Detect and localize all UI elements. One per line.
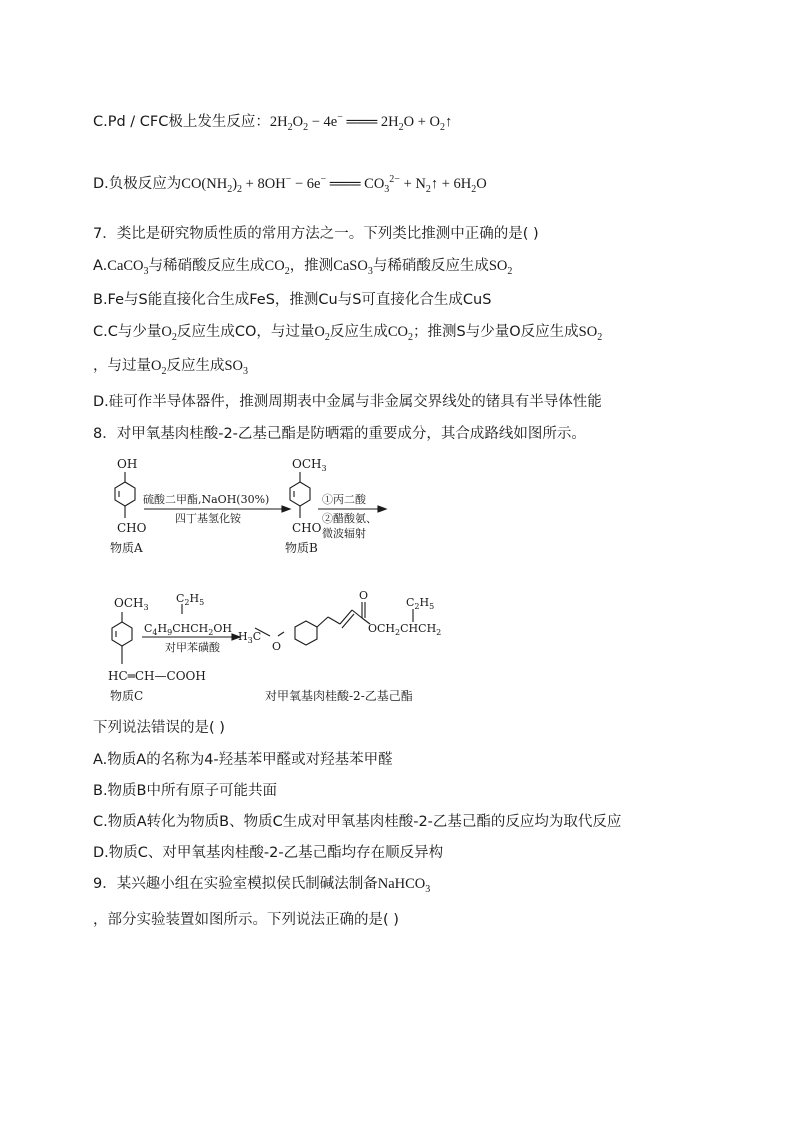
svg-text:O: O: [272, 640, 282, 653]
q7-option-c: C.C与少量$O_2$反应生成CO，与过量$O_2$反应生成$CO_2$；推测S与少量O反应生成$SO_2$: [93, 324, 603, 343]
q6-option-c: C.Pd / CFC极上发生反应：$2H_2O_2 - 4e^-$ ═══ $2H_2O$ + $O_2↑$: [93, 112, 453, 133]
svg-text:物质A: 物质A: [110, 541, 143, 555]
svg-text:OCH3: $OCH_3$: [114, 596, 149, 612]
q7-option-b: B.Fe与S能直接化合生成FeS，推测Cu与S可直接化合生成CuS: [93, 292, 492, 308]
svg-text:OCH3: $OCH_3$: [292, 457, 327, 473]
svg-text:②醋酸氨、: ②醋酸氨、: [322, 512, 377, 525]
svg-text:对甲苯磺酸: 对甲苯磺酸: [165, 641, 220, 654]
svg-text:四丁基氢化铵: 四丁基氢化铵: [175, 512, 241, 525]
q6-option-d-equation: $CO(NH_2)_2 + 8OH^- - 6e^-$ ═══ $CO_3^{2-}$ + $N_2↑ + 6H_2O$: [181, 174, 487, 195]
q8-prompt: 下列说法错误的是( ): [93, 720, 225, 736]
svg-text:对甲氧基肉桂酸-2-乙基己酯: 对甲氧基肉桂酸-2-乙基己酯: [265, 689, 413, 703]
q9-stem-cont: ，部分实验装置如图所示。下列说法正确的是( ): [93, 912, 399, 928]
svg-text:CHO: CHO: [117, 521, 147, 535]
q8-stem: 8．对甲氧基肉桂酸-2-乙基己酯是防晒霜的重要成分，其合成路线如图所示。: [93, 426, 586, 442]
q7-option-c-cont: ，与过量$O_2$反应生成$SO_3$: [93, 358, 249, 377]
svg-text:CHO: CHO: [292, 521, 322, 535]
q8-option-b: B.物质B中所有原子可能共面: [93, 783, 278, 799]
svg-text:物质C: 物质C: [110, 689, 144, 703]
svg-text:微波辐射: 微波辐射: [322, 527, 366, 540]
q7-stem: 7．类比是研究物质性质的常用方法之一。下列类比推测中正确的是( ): [93, 226, 539, 242]
svg-text:硫酸二甲酯,NaOH(30%): 硫酸二甲酯,NaOH(30%): [143, 493, 270, 506]
q8-option-c: C.物质A转化为物质B、物质C生成对甲氧基肉桂酸-2-乙基己酯的反应均为取代反应: [93, 814, 622, 830]
synthesis-scheme: [100, 452, 460, 707]
q7-option-a: A.CaCO$_3$与稀硝酸反应生成$CO_2$，推测CaSO$_3$与稀硝酸反应生成$SO_2$: [93, 258, 513, 277]
svg-text:O: O: [359, 589, 369, 602]
q8-option-d: D.物质C、对甲氧基肉桂酸-2-乙基己酯均存在顺反异构: [93, 845, 444, 861]
q7-option-d: D.硅可作半导体器件，推测周期表中金属与非金属交界线处的锗具有半导体性能: [93, 394, 602, 410]
svg-text:OH: OH: [117, 457, 138, 471]
svg-text:物质B: 物质B: [285, 541, 318, 555]
svg-text:OCH2CHCH2: $OCH_2CHCH_2$: [368, 622, 442, 637]
svg-text:HC═CH—COOH: HC═CH—COOH: [108, 669, 206, 683]
q8-option-a: A.物质A的名称为4-羟基苯甲醛或对羟基苯甲醛: [93, 752, 393, 768]
q9-stem: 9．某兴趣小组在实验室模拟侯氏制碱法制备NaHCO$_3$: [93, 876, 431, 895]
q6-option-c-equation: $2H_2O_2 - 4e^-$ ═══ $2H_2O$ + $O_2↑$: [269, 112, 453, 133]
svg-text:①丙二酸: ①丙二酸: [322, 493, 366, 506]
svg-text:C2H5: $C_2H_5$: [406, 596, 435, 611]
svg-text:C4H9CHCH2OH: $C_4H_9CHCH_2OH$: [144, 622, 232, 637]
svg-text:H3C: $H_3C$: [238, 630, 262, 645]
svg-text:C2H5: $C_2H_5$: [176, 592, 205, 607]
q6-option-d: D.负极反应为$CO(NH_2)_2 + 8OH^- - 6e^-$ ═══ $CO_3^{2-}$ + $N_2↑ + 6H_2O$: [93, 174, 487, 195]
